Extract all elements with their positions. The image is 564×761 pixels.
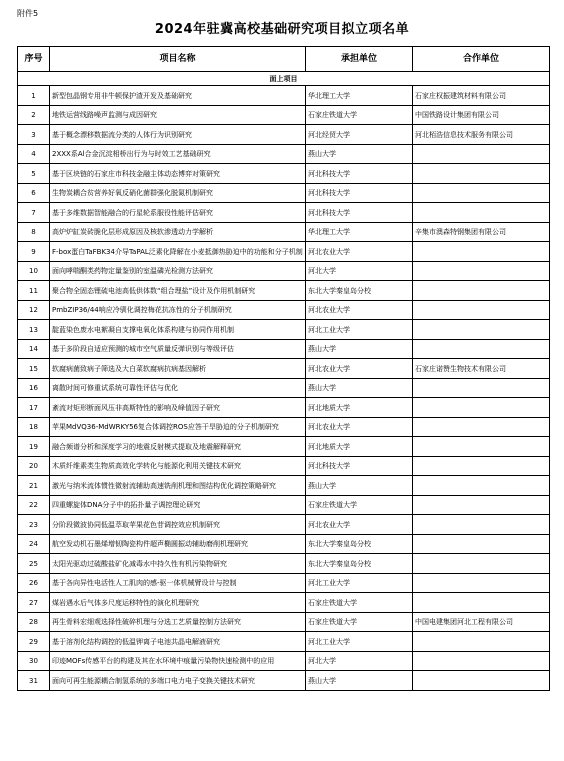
- table-body: [18, 72, 550, 691]
- table-header-row: [18, 47, 550, 72]
- institution: 河北大学: [306, 262, 413, 281]
- project-name: 再生骨料宏细观选择性破碎机理与分选工艺质量控制方法研究: [50, 613, 306, 632]
- project-name: 激光与纳米流体惯性微射流辅助高速铣削机理和图结构优化调控策略研究: [50, 476, 306, 496]
- project-name: 基于溶剂化结构调控的低温钾离子电池共晶电解液研究: [50, 632, 306, 652]
- project-name: 木质纤维素类生物质高效化学转化与能源化利用关键技术研究: [50, 457, 306, 476]
- institution: 燕山大学: [306, 340, 413, 359]
- attachment-label: 附件5: [17, 9, 39, 18]
- project-name: 高炉炉缸炭砖脆化层形成原因及核软渗透动力学解析: [50, 223, 306, 242]
- project-name: 分阶段微波协同低温萃取苹果花色苷调控效应机制研究: [50, 515, 306, 535]
- project-name: 基于区块链的石家庄市科技金融主体动态博弈对策研究: [50, 164, 306, 184]
- project-name: 印迹MOFs传感平台的构建及其在水环境中痕量污染物快速检测中的应用: [50, 652, 306, 671]
- institution: 河北科技大学: [306, 457, 413, 476]
- project-name: 四重螺旋体DNA分子中的拓扑量子调控理论研究: [50, 496, 306, 515]
- institution: 华北理工大学: [306, 86, 413, 106]
- project-name: 面向可再生能源耦合制氢系统的多端口电力电子变换关键技术研究: [50, 671, 306, 691]
- partner-unit: [413, 281, 550, 301]
- table-row: [18, 145, 550, 164]
- partner-unit: [413, 301, 550, 320]
- partner-unit: 石家庄诺赞生物技术有限公司: [413, 359, 550, 379]
- table-row: [18, 184, 550, 203]
- row-number: 24: [18, 535, 50, 554]
- partner-unit: 辛集市澳森特钢集团有限公司: [413, 223, 550, 242]
- section-row: [18, 72, 550, 86]
- table-row: [18, 574, 550, 593]
- institution: 东北大学秦皇岛分校: [306, 281, 413, 301]
- table-row: [18, 301, 550, 320]
- row-number: 17: [18, 398, 50, 418]
- partner-unit: [413, 145, 550, 164]
- project-name: 基于多阶段自适应预测的城市空气质量反弹识别与等级评估: [50, 340, 306, 359]
- column-header-project-name: 项目名称: [50, 47, 306, 72]
- partner-unit: [413, 379, 550, 398]
- table-row: [18, 242, 550, 262]
- row-number: 21: [18, 476, 50, 496]
- partner-unit: [413, 593, 550, 613]
- table-row: [18, 652, 550, 671]
- table-row: [18, 359, 550, 379]
- table-row: [18, 340, 550, 359]
- project-name: 苹果MdVQ36-MdWRKY56复合体调控ROS应答干旱胁迫的分子机制研究: [50, 418, 306, 437]
- institution: 华北理工大学: [306, 223, 413, 242]
- partner-unit: 石家庄权振建筑材料有限公司: [413, 86, 550, 106]
- row-number: 4: [18, 145, 50, 164]
- table-row: [18, 496, 550, 515]
- partner-unit: 中国铁路设计集团有限公司: [413, 106, 550, 125]
- table-row: [18, 476, 550, 496]
- column-header-partner: 合作单位: [413, 47, 550, 72]
- row-number: 23: [18, 515, 50, 535]
- partner-unit: [413, 457, 550, 476]
- institution: 燕山大学: [306, 379, 413, 398]
- row-number: 29: [18, 632, 50, 652]
- partner-unit: [413, 320, 550, 340]
- partner-unit: [413, 632, 550, 652]
- table-row: [18, 164, 550, 184]
- institution: 河北科技大学: [306, 184, 413, 203]
- table-row: [18, 632, 550, 652]
- row-number: 28: [18, 613, 50, 632]
- row-number: 15: [18, 359, 50, 379]
- project-name: 紊流对矩形断面风压非高斯特性的影响及峰值因子研究: [50, 398, 306, 418]
- institution: 河北农业大学: [306, 301, 413, 320]
- project-name: 聚合物全固态锂硫电池高低供体数“组合理盐”设计及作用机制研究: [50, 281, 306, 301]
- project-name: PmbZIP36/44响应冷驯化调控梅花抗冻性的分子机制研究: [50, 301, 306, 320]
- project-name: 生物炭耦合贫营养好氧反硝化菌群强化脱氮机制研究: [50, 184, 306, 203]
- partner-unit: [413, 437, 550, 457]
- table-row: [18, 379, 550, 398]
- table-row: [18, 106, 550, 125]
- institution: 河北科技大学: [306, 203, 413, 223]
- project-name: 融合频谱分析和深度学习的地震反射模式提取及地震解释研究: [50, 437, 306, 457]
- partner-unit: [413, 164, 550, 184]
- table-row: [18, 535, 550, 554]
- partner-unit: [413, 554, 550, 574]
- row-number: 27: [18, 593, 50, 613]
- table-row: [18, 125, 550, 145]
- partner-unit: [413, 203, 550, 223]
- institution: 河北农业大学: [306, 418, 413, 437]
- partner-unit: [413, 340, 550, 359]
- partner-unit: [413, 515, 550, 535]
- row-number: 20: [18, 457, 50, 476]
- row-number: 5: [18, 164, 50, 184]
- partner-unit: 中国电建集团河北工程有限公司: [413, 613, 550, 632]
- row-number: 26: [18, 574, 50, 593]
- project-table: [17, 46, 550, 691]
- project-name: 煤岩遇水后气体多尺度运移特性的演化机理研究: [50, 593, 306, 613]
- row-number: 6: [18, 184, 50, 203]
- table-row: [18, 281, 550, 301]
- partner-unit: 河北栢浩信息技术服务有限公司: [413, 125, 550, 145]
- institution: 河北地质大学: [306, 398, 413, 418]
- table-row: [18, 671, 550, 691]
- institution: 河北经贸大学: [306, 125, 413, 145]
- partner-unit: [413, 671, 550, 691]
- row-number: 11: [18, 281, 50, 301]
- column-header-number: 序号: [18, 47, 50, 72]
- table-row: [18, 86, 550, 106]
- project-name: 面向哮喘酮类药物定量鉴别的室温磷光检测方法研究: [50, 262, 306, 281]
- project-name: F-box蛋白TaFBK34介导TaPAL泛素化降解在小麦抵御热胁迫中的功能和分子机制: [50, 242, 306, 262]
- table-row: [18, 418, 550, 437]
- row-number: 10: [18, 262, 50, 281]
- project-name: 基于概念漂移数据流分类的人体行为识别研究: [50, 125, 306, 145]
- institution: 石家庄铁道大学: [306, 106, 413, 125]
- partner-unit: [413, 652, 550, 671]
- institution: 河北大学: [306, 652, 413, 671]
- institution: 河北科技大学: [306, 164, 413, 184]
- institution: 东北大学秦皇岛分校: [306, 535, 413, 554]
- row-number: 14: [18, 340, 50, 359]
- institution: 河北地质大学: [306, 437, 413, 457]
- institution: 东北大学秦皇岛分校: [306, 554, 413, 574]
- table-row: [18, 223, 550, 242]
- document-title: 2024年驻冀高校基础研究项目拟立项名单: [154, 22, 410, 37]
- table-row: [18, 554, 550, 574]
- section-label: 面上项目: [18, 72, 550, 86]
- row-number: 8: [18, 223, 50, 242]
- row-number: 25: [18, 554, 50, 574]
- row-number: 22: [18, 496, 50, 515]
- partner-unit: [413, 242, 550, 262]
- institution: 燕山大学: [306, 671, 413, 691]
- row-number: 31: [18, 671, 50, 691]
- project-name: 2XXX系Al合金沉淀相桥出行为与时效工艺基础研究: [50, 145, 306, 164]
- row-number: 19: [18, 437, 50, 457]
- partner-unit: [413, 184, 550, 203]
- partner-unit: [413, 476, 550, 496]
- table-row: [18, 437, 550, 457]
- institution: 河北工业大学: [306, 632, 413, 652]
- table-row: [18, 203, 550, 223]
- row-number: 3: [18, 125, 50, 145]
- partner-unit: [413, 496, 550, 515]
- row-number: 9: [18, 242, 50, 262]
- institution: 石家庄铁道大学: [306, 496, 413, 515]
- row-number: 7: [18, 203, 50, 223]
- column-header-institution: 承担单位: [306, 47, 413, 72]
- table-row: [18, 457, 550, 476]
- project-name: 地铁运营线路噪声监测与成因研究: [50, 106, 306, 125]
- institution: 河北农业大学: [306, 242, 413, 262]
- partner-unit: [413, 535, 550, 554]
- table-row: [18, 515, 550, 535]
- row-number: 16: [18, 379, 50, 398]
- project-name: 离散时间可修重试系统可靠性评估与优化: [50, 379, 306, 398]
- partner-unit: [413, 574, 550, 593]
- table-row: [18, 398, 550, 418]
- institution: 河北农业大学: [306, 515, 413, 535]
- row-number: 18: [18, 418, 50, 437]
- project-name: 基于各向异性电活性人工肌肉的感-驱一体机械臂设计与控制: [50, 574, 306, 593]
- institution: 河北工业大学: [306, 320, 413, 340]
- row-number: 13: [18, 320, 50, 340]
- project-name: 太阳光驱动过硫酸盐矿化减毒水中持久性有机污染物研究: [50, 554, 306, 574]
- partner-unit: [413, 262, 550, 281]
- project-name: 新型包晶钢专用非牛顿保护渣开发及基础研究: [50, 86, 306, 106]
- table-row: [18, 262, 550, 281]
- partner-unit: [413, 398, 550, 418]
- partner-unit: [413, 418, 550, 437]
- row-number: 1: [18, 86, 50, 106]
- table-row: [18, 613, 550, 632]
- institution: 石家庄铁道大学: [306, 593, 413, 613]
- row-number: 30: [18, 652, 50, 671]
- institution: 燕山大学: [306, 476, 413, 496]
- row-number: 12: [18, 301, 50, 320]
- row-number: 2: [18, 106, 50, 125]
- project-name: 软腐病菌致病子筛选及大白菜软腐病抗病基因解析: [50, 359, 306, 379]
- institution: 河北工业大学: [306, 574, 413, 593]
- project-name: 航空发动机石墨烯增韧陶瓷构件超声椭圆振动辅助磨削机理研究: [50, 535, 306, 554]
- institution: 石家庄铁道大学: [306, 613, 413, 632]
- institution: 燕山大学: [306, 145, 413, 164]
- project-name: 基于多维数据智能融合的行星轮系服役性能评估研究: [50, 203, 306, 223]
- table-row: [18, 320, 550, 340]
- table-row: [18, 593, 550, 613]
- project-name: 靛蓝染色废水电絮凝自支撑电氧化体系构建与协同作用机制: [50, 320, 306, 340]
- institution: 河北农业大学: [306, 359, 413, 379]
